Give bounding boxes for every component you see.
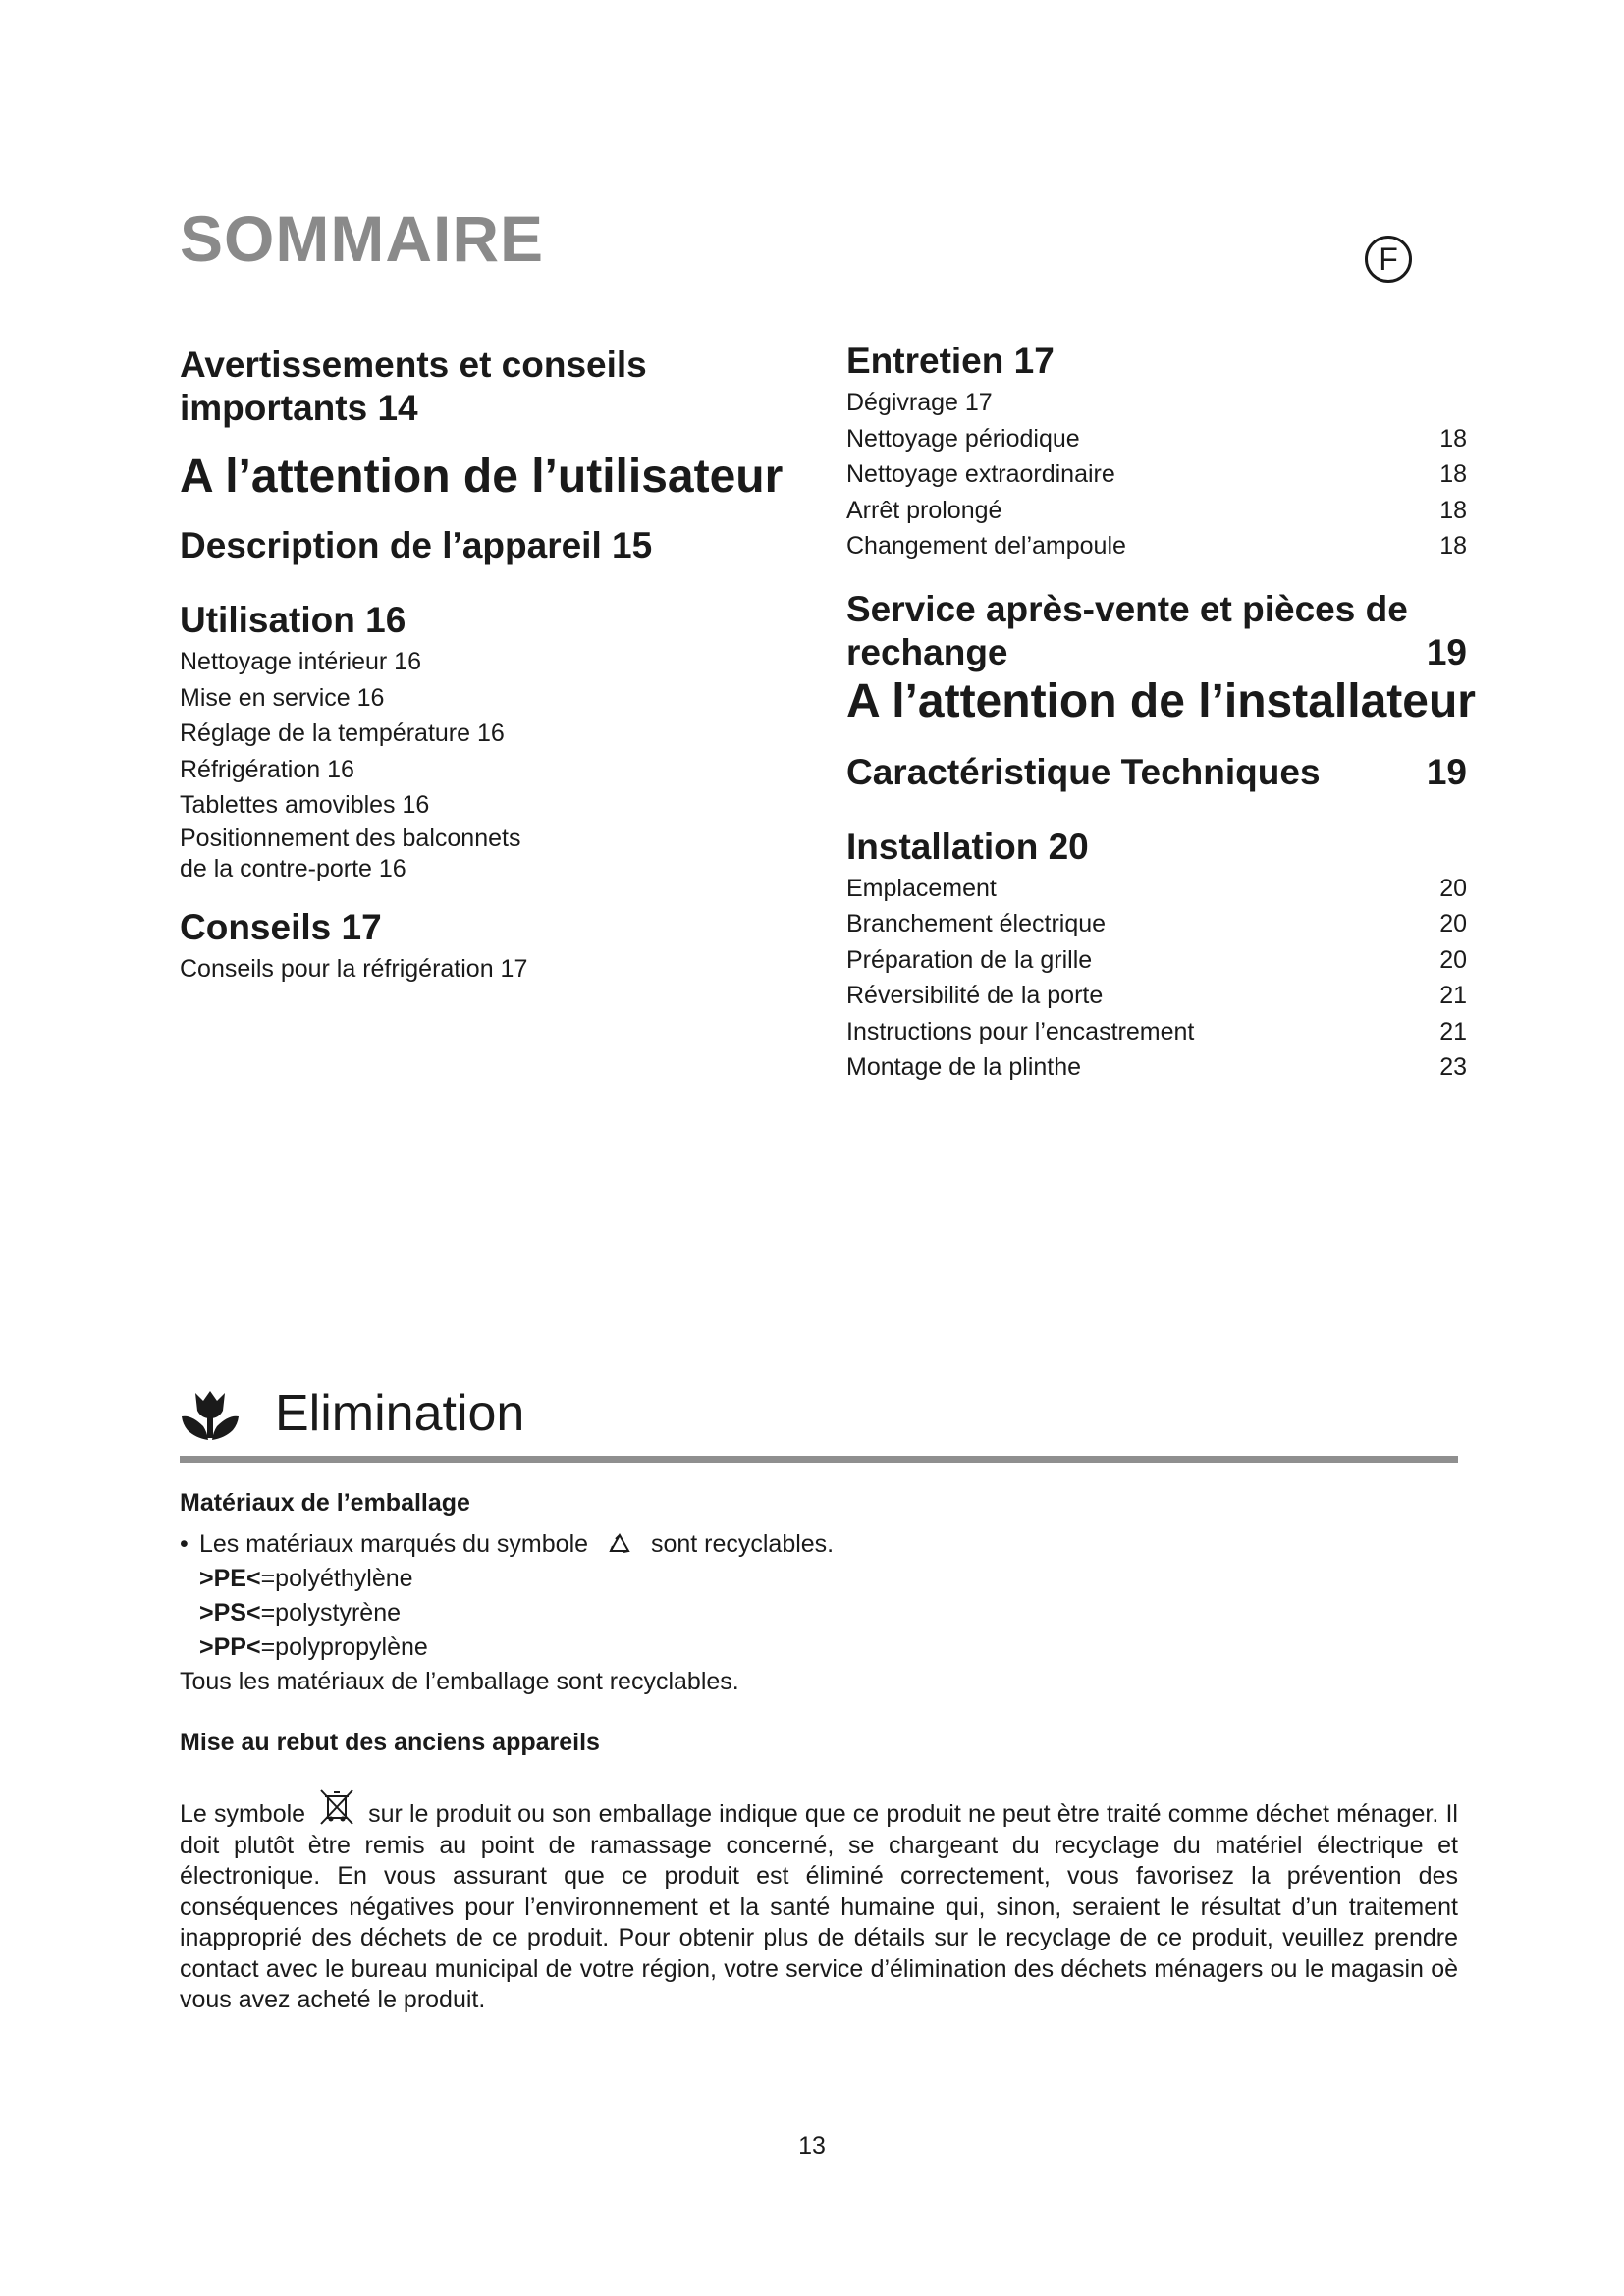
material-line xyxy=(180,1562,1458,1596)
material-line xyxy=(180,1630,1458,1665)
page-number: 13 xyxy=(798,2132,826,2160)
toc-item[interactable]: Nettoyage intérieur 16 xyxy=(180,648,421,675)
toc-item-page: 18 xyxy=(1439,532,1467,560)
toc-item[interactable]: Mise en service 16 xyxy=(180,683,385,712)
bullet-dot: • xyxy=(180,1530,189,1558)
toc-item-label: Nettoyage périodique xyxy=(846,424,1080,453)
crossed-bin-icon xyxy=(317,1787,356,1826)
disposal-heading: Mise au rebut des anciens appareils xyxy=(180,1729,600,1756)
toc-item-line: de la contre-porte 16 xyxy=(180,854,406,882)
packaging-section xyxy=(180,1489,1458,1757)
material-code: >PS< xyxy=(199,1599,261,1627)
toc-heading-caracteristiques[interactable] xyxy=(846,751,1467,794)
material-name: =polystyrène xyxy=(260,1599,402,1627)
toc-item[interactable] xyxy=(846,906,1467,942)
toc-heading-conseils[interactable]: Conseils 17 xyxy=(180,906,382,947)
recycle-icon xyxy=(607,1532,632,1558)
toc-list-entretien xyxy=(846,385,1467,564)
toc-item[interactable]: Tablettes amovibles 16 xyxy=(180,791,430,819)
toc-item[interactable] xyxy=(846,1014,1467,1050)
toc-item-page: 20 xyxy=(1439,910,1467,937)
toc-item-label: Instructions pour l’encastrement xyxy=(846,1017,1195,1045)
material-name: =polypropylène xyxy=(260,1633,428,1661)
toc-heading-attention-installateur: A l’attention de l’installateur xyxy=(846,674,1476,727)
toc-heading-attention-utilisateur: A l’attention de l’utilisateur xyxy=(180,451,784,503)
toc-list-installation xyxy=(846,871,1467,1086)
toc-item-label: Branchement électrique xyxy=(846,910,1107,937)
toc-item-line: Positionnement des balconnets xyxy=(180,824,521,852)
material-code: >PP< xyxy=(199,1633,261,1661)
toc-item[interactable] xyxy=(846,421,1467,457)
elimination-title: Elimination xyxy=(275,1385,525,1442)
page-title: SOMMAIRE xyxy=(180,202,544,275)
language-badge: F xyxy=(1365,236,1412,283)
toc-item-multiline[interactable] xyxy=(180,824,808,884)
toc-item-page: 21 xyxy=(1439,1017,1467,1045)
toc-item-label: Préparation de la grille xyxy=(846,945,1093,974)
toc-heading-description[interactable]: Description de l’appareil 15 xyxy=(180,525,653,565)
toc-item[interactable] xyxy=(846,493,1467,529)
toc-item[interactable] xyxy=(846,385,1467,421)
toc-item-label: Arrêt prolongé xyxy=(846,496,1002,524)
toc-item-label: Réversibilité de la porte xyxy=(846,982,1104,1009)
toc-heading-service[interactable] xyxy=(846,588,1467,674)
toc-item-label: Nettoyage extraordinaire xyxy=(846,460,1115,488)
toc-item-page: 20 xyxy=(1439,945,1467,974)
toc-heading-line: Service après-vente et pièces de xyxy=(846,588,1408,629)
toc-heading-installation[interactable]: Installation 20 xyxy=(846,826,1089,867)
toc-item-label: Dégivrage 17 xyxy=(846,389,993,416)
disposal-text-before: Le symbole xyxy=(180,1800,306,1828)
toc-right-column xyxy=(846,341,1476,1086)
toc-list-conseils xyxy=(180,951,808,988)
toc-heading-avertissements[interactable]: Avertissements et conseils importants 14 xyxy=(180,345,647,428)
disposal-text-after: sur le produit ou son emballage indique que ce produit ne peut ètre traité comme déchet ménager. Il doit plutôt ètre remis au point de ramassage concerné, se chargeant du recyclage du matériel électrique et électronique. En vous assurant que ce produit est éliminé correctement, vous favorisez la prévention des conséquences négatives pour l’environnement et la santé humaine qui, sinon, seraient le résultat d’un traitement inapproprié des déchets de ce produit. Pour obtenir plus de détails sur le recyclage de ce produit, veuillez prendre contact avec le bureau municipal de votre région, votre service d’élimination des déchets ménagers ou le magasin oè vous avez acheté le produit. xyxy=(180,1800,1458,2013)
toc-item-label: Emplacement xyxy=(846,874,997,902)
toc-item[interactable]: Réglage de la température 16 xyxy=(180,720,505,747)
toc-item-page: 18 xyxy=(1439,424,1467,453)
bullet-item xyxy=(180,1527,1458,1562)
toc-item[interactable] xyxy=(846,978,1467,1014)
toc-item[interactable] xyxy=(846,456,1467,493)
material-line xyxy=(180,1596,1458,1630)
toc-left-column xyxy=(180,344,808,987)
toc-item-page: 21 xyxy=(1439,982,1467,1009)
toc-list-utilisation xyxy=(180,644,808,884)
toc-item-label: Changement del’ampoule xyxy=(846,532,1126,560)
toc-item-page: 18 xyxy=(1439,496,1467,524)
toc-heading-label: Caractéristique Techniques xyxy=(846,751,1321,792)
toc-item[interactable]: Conseils pour la réfrigération 17 xyxy=(180,954,528,983)
toc-item[interactable] xyxy=(846,942,1467,979)
toc-item[interactable] xyxy=(846,871,1467,907)
recyclable-note: Tous les matériaux de l’emballage sont recyclables. xyxy=(180,1668,739,1695)
toc-item-page: 23 xyxy=(1439,1053,1467,1081)
disposal-paragraph xyxy=(180,1787,1458,2016)
bullet-text-before: Les matériaux marqués du symbole xyxy=(199,1530,589,1558)
toc-heading-line xyxy=(846,631,1467,674)
toc-item[interactable]: Réfrigération 16 xyxy=(180,755,354,783)
flower-icon xyxy=(180,1387,241,1446)
toc-heading-page: 19 xyxy=(1426,751,1467,792)
section-divider xyxy=(180,1456,1458,1463)
toc-heading-entretien[interactable]: Entretien 17 xyxy=(846,341,1055,381)
toc-item-page: 20 xyxy=(1439,874,1467,902)
material-name: =polyéthylène xyxy=(260,1565,413,1592)
packaging-heading: Matériaux de l’emballage xyxy=(180,1489,470,1517)
bullet-text xyxy=(199,1527,834,1562)
toc-item-page: 18 xyxy=(1439,460,1467,488)
material-code: >PE< xyxy=(199,1565,261,1592)
toc-heading-utilisation[interactable]: Utilisation 16 xyxy=(180,600,406,640)
toc-item-label: Montage de la plinthe xyxy=(846,1053,1082,1081)
toc-heading-page: 19 xyxy=(1426,631,1467,672)
bullet-text-after: sont recyclables. xyxy=(650,1530,835,1558)
toc-item[interactable] xyxy=(846,528,1467,564)
toc-item[interactable] xyxy=(846,1049,1467,1086)
toc-heading-label: rechange xyxy=(846,631,1008,672)
